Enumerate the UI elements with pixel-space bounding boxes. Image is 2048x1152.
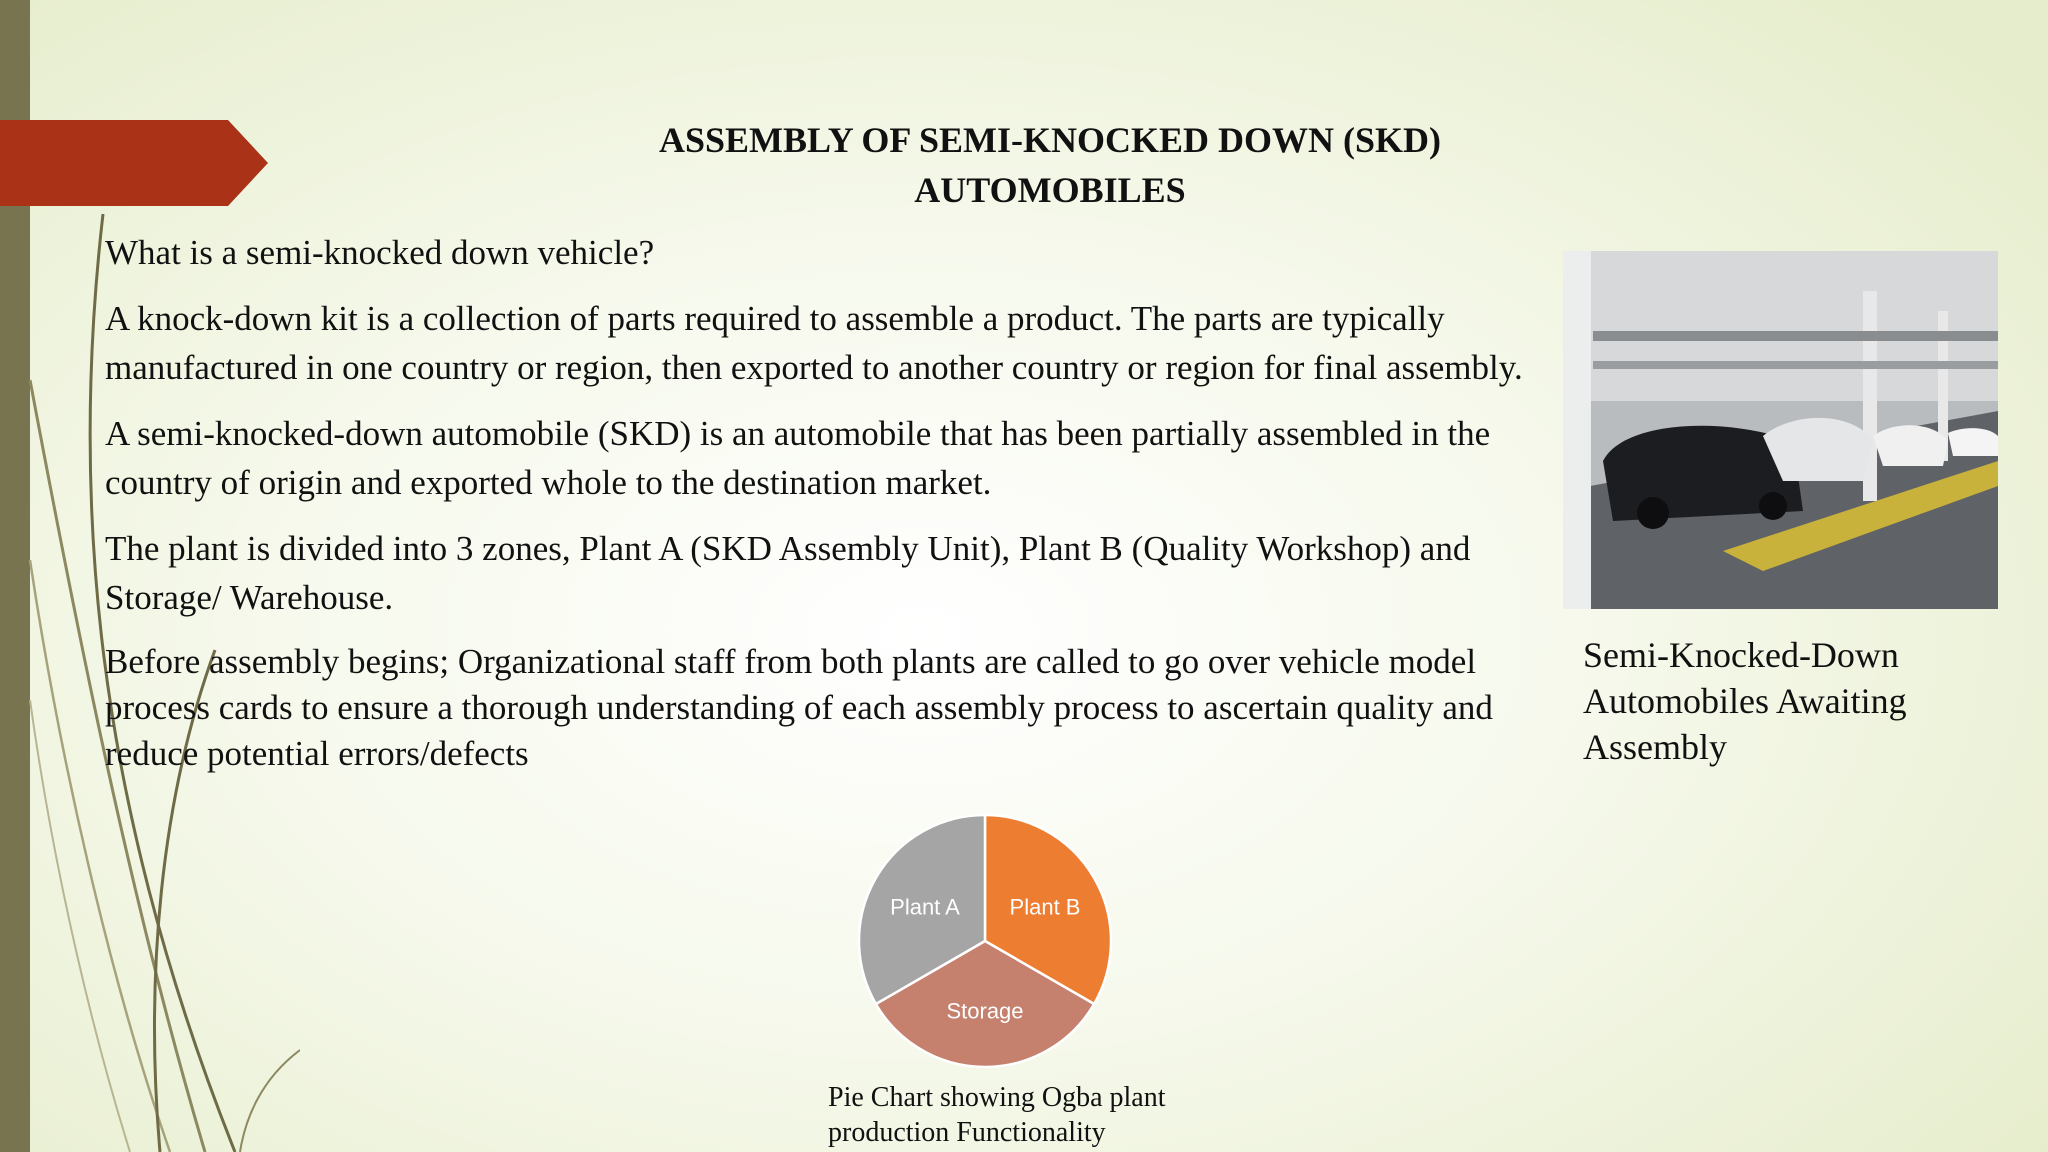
pie-chart-caption: Pie Chart showing Ogba plant production Functionality <box>828 1082 1166 1148</box>
title-line-2: AUTOMOBILES <box>914 170 1186 210</box>
title-accent-arrow <box>0 120 270 206</box>
pie-label-storage: Storage <box>946 998 1024 1024</box>
pie-label-plant-b: Plant B <box>1009 894 1081 920</box>
assembly-line-photo <box>1563 251 1998 609</box>
pie-chart <box>840 796 1130 1086</box>
paragraph-plant-zones: The plant is divided into 3 zones, Plant A (SKD Assembly Unit), Plant B (Quality Workshop) and Storage/ Warehouse. <box>105 529 1471 617</box>
photo-caption: Semi-Knocked-Down Automobiles Awaiting Assembly <box>1583 635 1907 767</box>
paragraph-skd-definition: A semi-knocked-down automobile (SKD) is an automobile that has been partially assembled in the country of origin and exported whole to the destination market. <box>105 414 1491 502</box>
body-text <box>105 228 1525 794</box>
paragraph-knockdown-kit: A knock-down kit is a collection of parts required to assemble a product. The parts are typically manufactured in one country or region, then exported to another country or region for final assembly. <box>105 299 1523 387</box>
paragraph-process-cards: Before assembly begins; Organizational staff from both plants are called to go over vehicle model process cards to ensure a thorough understanding of each assembly process to ascertain quality and reduce potential errors/defects <box>105 642 1493 773</box>
paragraph-question: What is a semi-knocked down vehicle? <box>105 233 655 272</box>
pie-label-plant-a: Plant A <box>890 894 960 920</box>
pie-slices <box>859 815 1111 1067</box>
title-line-1: ASSEMBLY OF SEMI-KNOCKED DOWN (SKD) <box>658 120 1442 160</box>
slide-title <box>560 115 1540 215</box>
